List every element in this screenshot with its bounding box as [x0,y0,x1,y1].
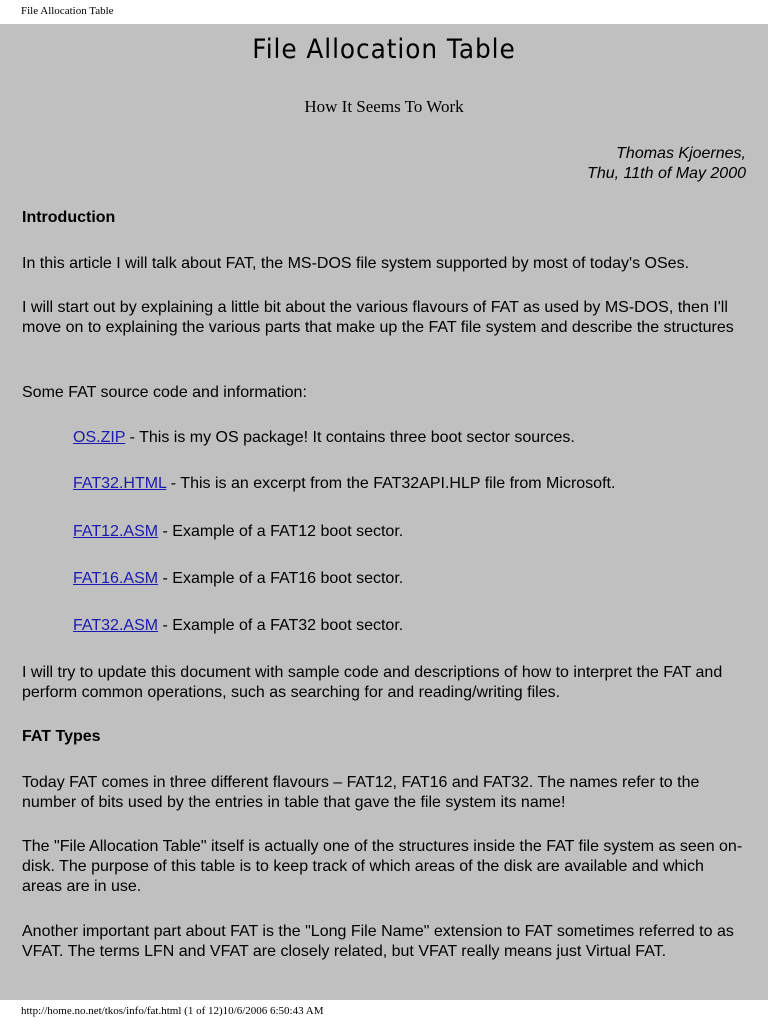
page-subtitle: How It Seems To Work [304,97,464,116]
intro-paragraph-4: I will try to update this document with sample code and descriptions of how to interpret the FAT and perform common operations, such as searching for and reading/writing files. [22,664,723,701]
link-description: - Example of a FAT16 boot sector. [158,570,404,587]
link-item-fat32-html [73,474,748,494]
print-header: File Allocation Table [0,0,768,24]
publish-date: Thu, 11th of May 2000 [587,165,746,182]
author-name: Thomas Kjoernes, [616,145,746,162]
document-page [0,24,768,1000]
fat-types-paragraph-1: Today FAT comes in three different flavours – FAT12, FAT16 and FAT32. The names refer to the number of bits used by the entries in table that gave the file system its name! [22,774,700,811]
link-item-fat12-asm [73,522,748,542]
print-footer: http://home.no.net/tkos/info/fat.html (1 of 12)10/6/2006 6:50:43 AM [0,1000,768,1024]
link-description: - This is an excerpt from the FAT32API.HLP file from Microsoft. [166,475,616,492]
link-description: - Example of a FAT32 boot sector. [158,617,404,634]
page-title: File Allocation Table [252,34,516,65]
byline [587,144,746,184]
fat-types-paragraph-2: The "File Allocation Table" itself is actually one of the structures inside the FAT file system as seen on-disk. The purpose of this table is to keep track of which areas of the disk are available and which areas are in use. [22,838,743,895]
fat12-asm-link[interactable]: FAT12.ASM [73,523,159,540]
link-description: - Example of a FAT12 boot sector. [158,523,404,540]
link-item-fat16-asm [73,569,748,589]
fat32-asm-link[interactable]: FAT32.ASM [73,617,159,634]
link-item-fat32-asm [73,616,748,636]
fat-types-paragraph-3: Another important part about FAT is the "Long File Name" extension to FAT sometimes referred to as VFAT. The terms LFN and VFAT are closely related, but VFAT really means just Virtual FAT. [22,923,734,960]
os-zip-link[interactable]: OS.ZIP [73,429,126,446]
intro-paragraph-1: In this article I will talk about FAT, the MS-DOS file system supported by most of today's OSes. [22,255,690,272]
fat16-asm-link[interactable]: FAT16.ASM [73,570,159,587]
link-item-os-zip [73,428,748,448]
link-description: - This is my OS package! It contains three boot sector sources. [125,429,575,446]
fat32-html-link[interactable]: FAT32.HTML [73,475,167,492]
intro-paragraph-3: Some FAT source code and information: [22,384,307,401]
section-heading-introduction: Introduction [22,209,116,226]
section-heading-fat-types: FAT Types [22,728,101,745]
intro-paragraph-2: I will start out by explaining a little bit about the various flavours of FAT as used by MS-DOS, then I'll move on to explaining the various parts that make up the FAT file system and describe the structures [22,299,734,336]
